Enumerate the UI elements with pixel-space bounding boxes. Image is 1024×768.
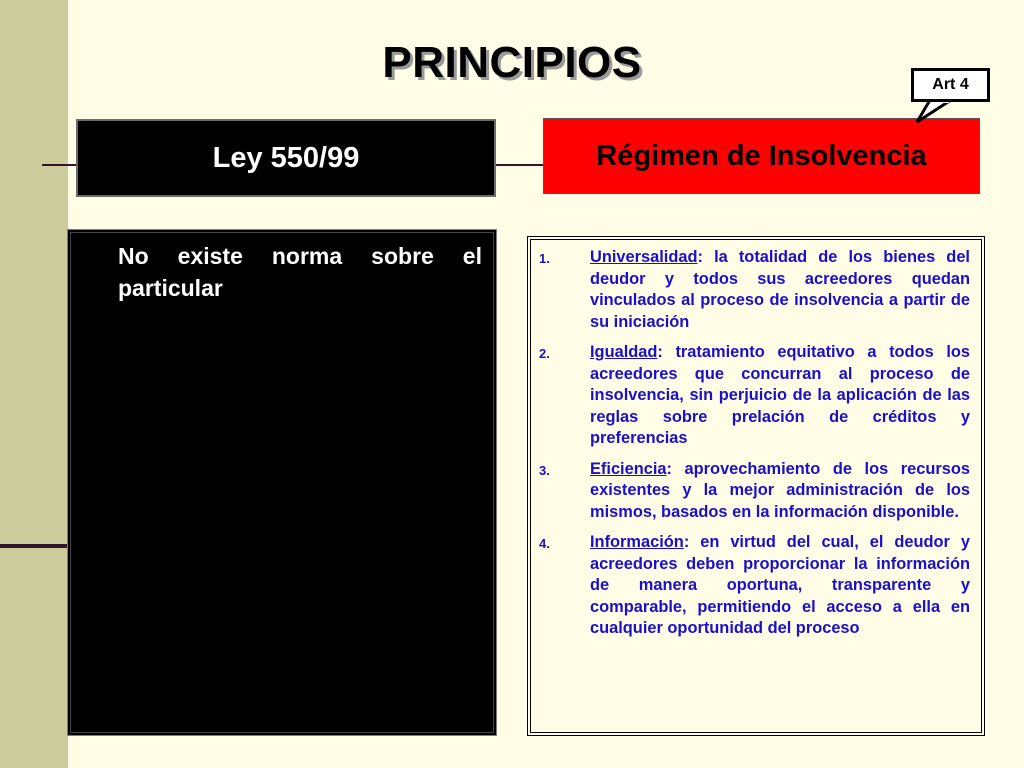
art-4-callout [911,68,990,102]
principle-term: Información [590,533,684,551]
list-item [528,459,984,524]
principle-term: Eficiencia [590,459,667,478]
principle-number: 2. [539,346,550,361]
principle-number: 1. [539,251,550,266]
slide-title: PRINCIPIOS [382,38,642,87]
list-item [528,342,984,450]
principle-description: : en virtud del cual, el deudor y acreedores deben proporcionar la información de manera oportuna, transparente y comparable, permitiendo el acceso a ella en cualquier oportunidad del proceso [590,533,970,637]
list-item [528,247,984,333]
list-item [528,532,984,640]
principles-list [528,247,984,649]
header-ley-550 [76,119,496,197]
principle-description: : aprovechamiento de los recursos existentes y la mejor administración de los mismos, basados en la información disponible. [590,459,970,521]
header-regimen-label: Régimen de Insolvencia [596,139,927,172]
header-ley-550-label: Ley 550/99 [212,141,360,174]
principle-number: 4. [539,536,550,551]
right-content-panel [527,236,985,736]
art-4-label: Art 4 [932,76,969,93]
header-regimen-insolvencia [543,118,980,194]
principle-term: Universalidad [590,248,698,266]
left-content-panel [67,229,497,736]
principle-description: : tratamiento equitativo a todos los acreedores que concurran al proceso de insolvencia, sin perjuicio de la aplicación de las reglas sobre prelación de créditos y preferencias [590,343,970,447]
left-decorative-band [0,0,68,768]
middle-header-connector [496,164,544,166]
left-header-connector [42,164,78,166]
principle-term: Igualdad [590,343,658,361]
principle-number: 3. [539,462,550,478]
band-divider-line [0,544,70,548]
principle-description: : la totalidad de los bienes del deudor y todos sus acreedores quedan vinculados al proceso de insolvencia a partir de su iniciación [590,248,970,331]
left-panel-text: No existe norma sobre el particular [118,243,482,301]
